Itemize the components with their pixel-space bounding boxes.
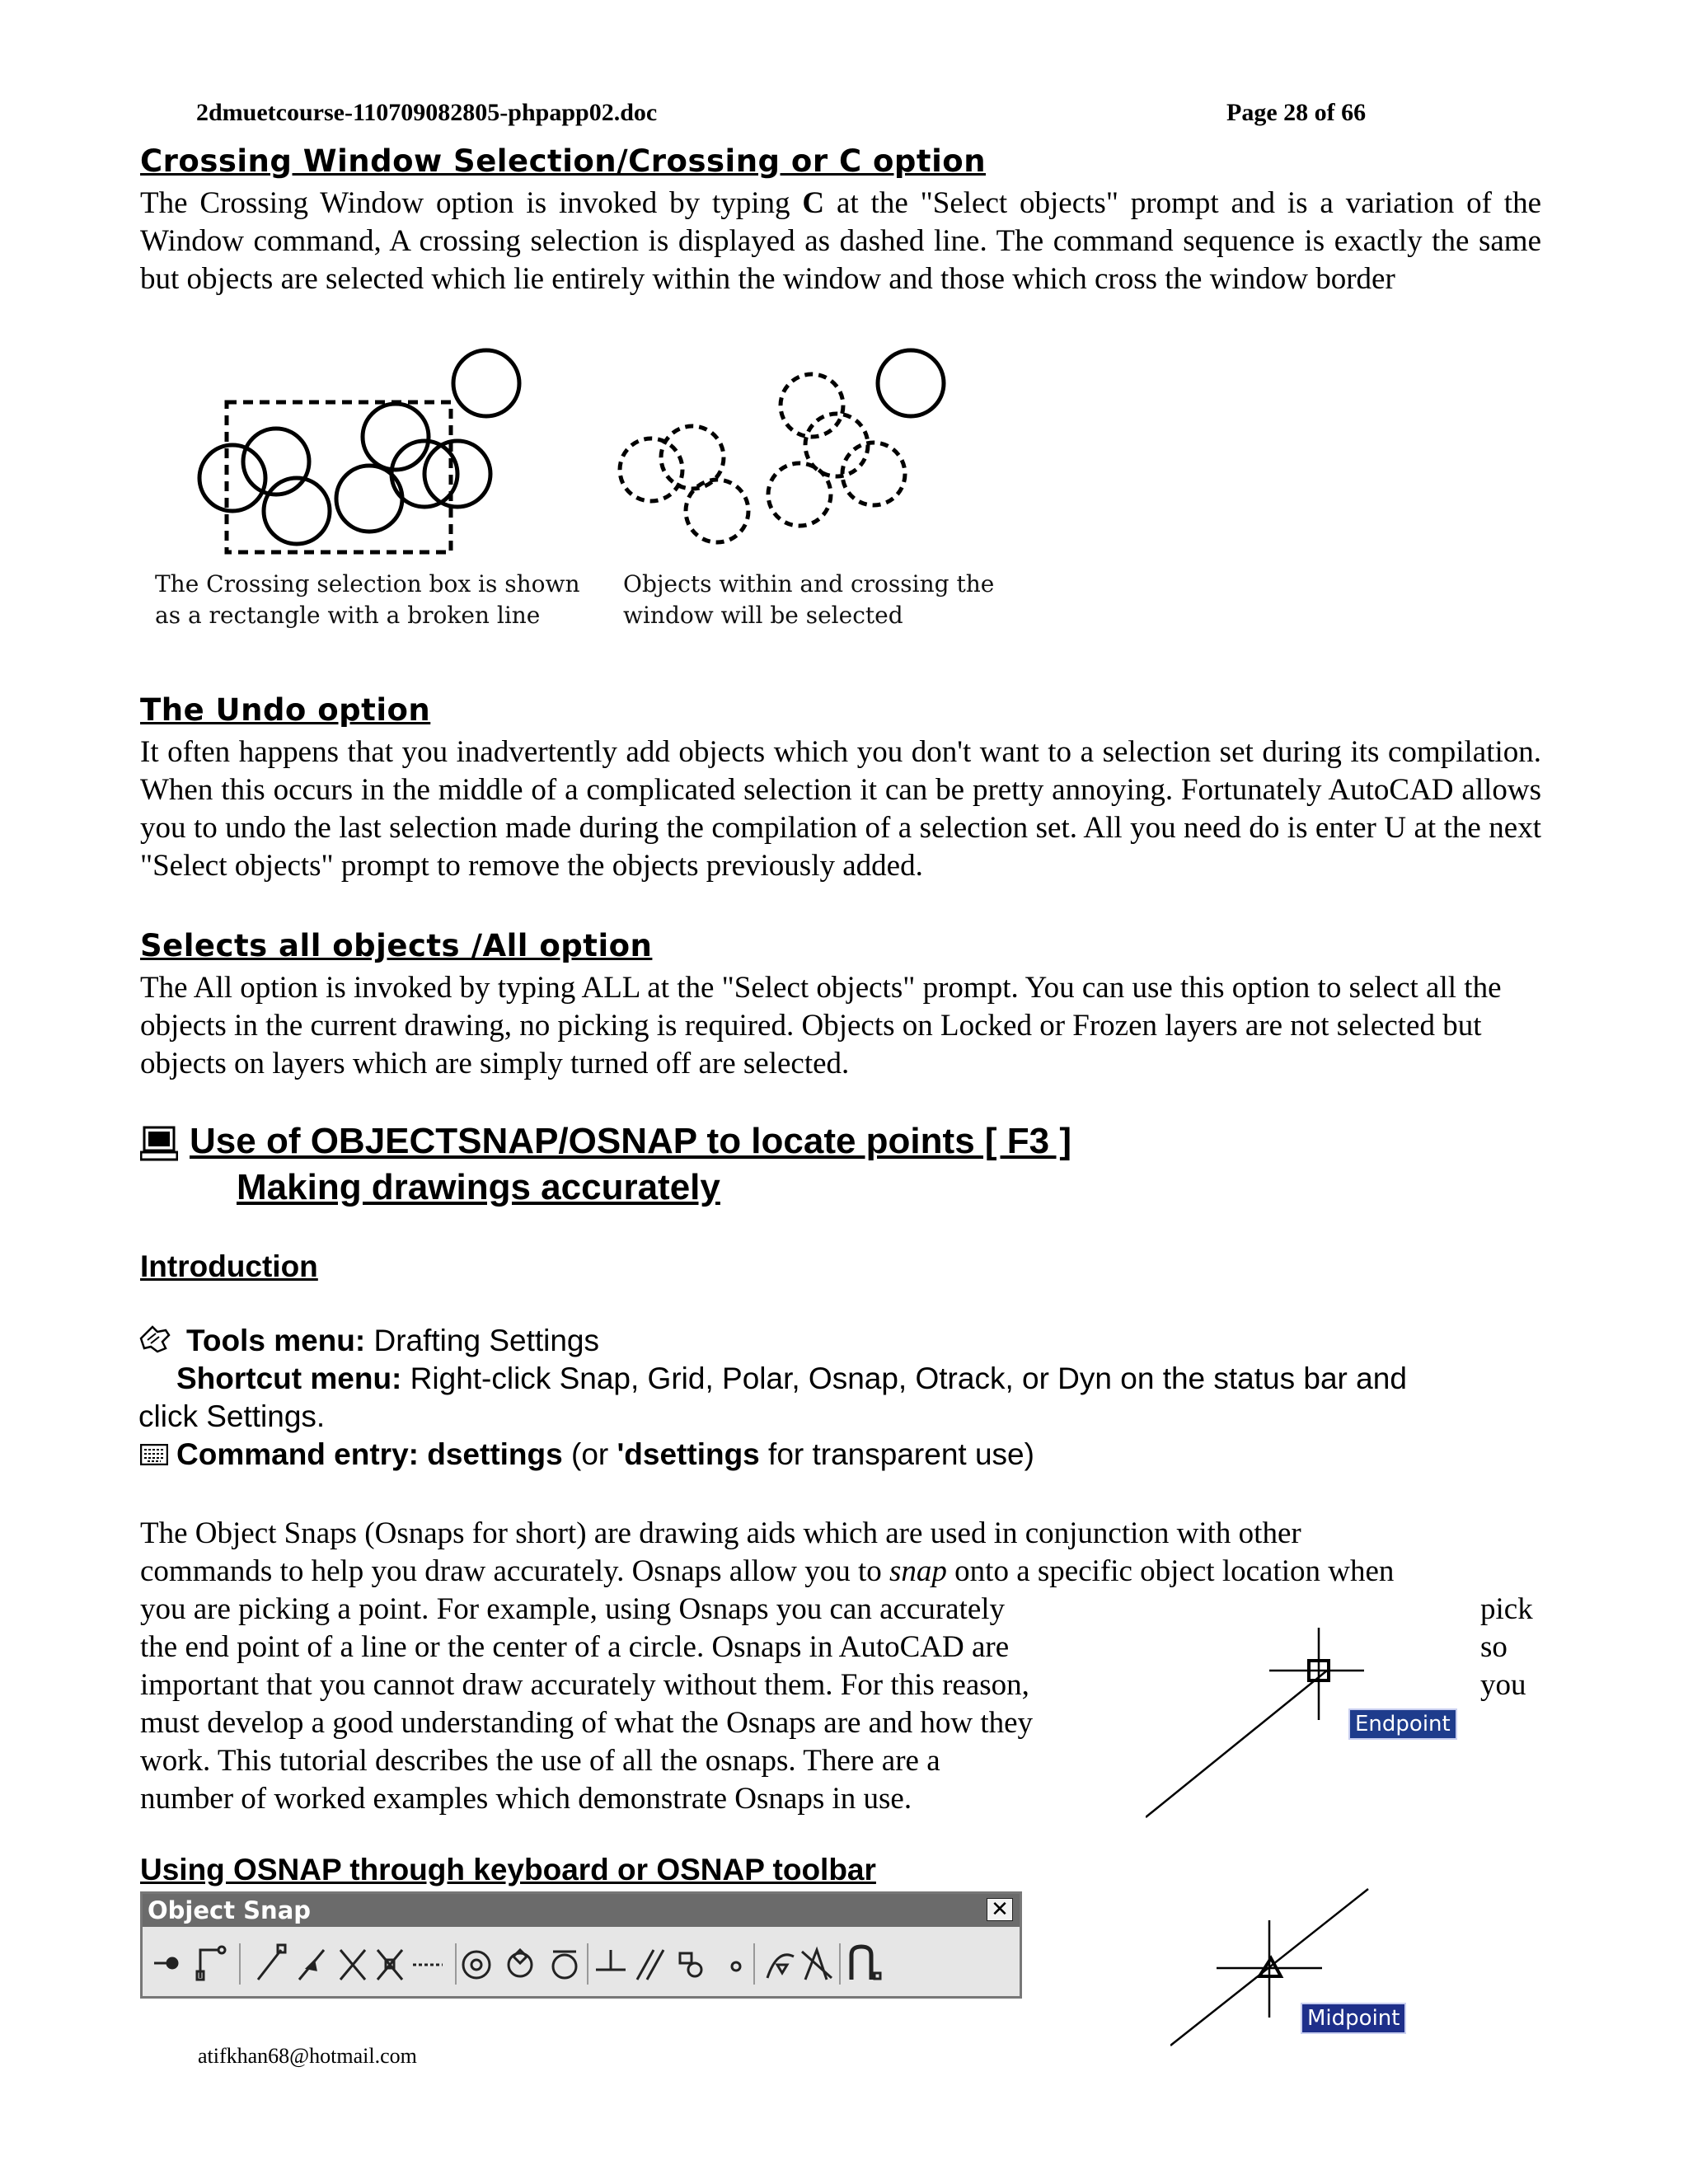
circle [453,350,519,416]
snap-to-none-icon[interactable] [802,1950,832,1980]
document-filename: 2dmuetcourse-110709082805-phpapp02.doc [196,99,658,126]
osnap-paragraph-right-words: pick so you [1480,1592,1533,1702]
shortcut-menu-line: Shortcut menu: Right-click Snap, Grid, Polar, Osnap, Otrack, or Dyn on the status bar and [176,1361,1407,1395]
osnap-settings-icon[interactable] [851,1947,880,1980]
circle [199,445,265,511]
snap-from-icon[interactable] [197,1947,225,1980]
crossing-caption-left: The Crossing selection box is shown as a rectangle with a broken line [155,570,580,629]
toolbar-title: Object Snap [148,1896,312,1924]
selected-circle [768,463,831,526]
circle [878,350,944,416]
snap-to-insert-icon[interactable] [680,1953,701,1976]
undo-paragraph: It often happens that you inadvertently add objects which you don't want to a selection set during its compilation. When this occurs in the middle of a complicated selection it can be pretty annoying. Fortunately AutoCAD allows you to undo the last selection made during the compilation of a selection set. All you need do is enter U at the next "Select objects" prompt to remove the objects previously added. [140,735,1541,883]
command-entry-line: Command entry: dsettings (or 'dsettings for transparent use) [176,1437,1034,1471]
toolbar-titlebar [143,1894,1020,1927]
temporary-tracking-point-icon[interactable] [154,1958,177,1968]
snap-to-tangent-icon[interactable] [553,1952,576,1978]
keyboard-icon [140,1444,168,1465]
page-number: Page 28 of 66 [1226,99,1367,126]
snap-to-endpoint-icon[interactable] [258,1945,285,1980]
snap-to-parallel-icon[interactable] [637,1950,663,1980]
midpoint-tooltip: Midpoint [1301,2003,1406,2034]
snap-to-apparent-intersection-icon[interactable] [377,1950,402,1980]
crossing-caption-right: Objects within and crossing the window will be selected [623,570,995,629]
crossing-paragraph: The Crossing Window option is invoked by typing C at the "Select objects" prompt and is a variation of the Window command, A crossing selection is displayed as dashed line. The command sequence is exactly the same but objects are selected which lie entirely within the window and those which cross the window border [140,186,1541,296]
computer-icon [140,1126,178,1162]
osnap-paragraph-wrapped: you are picking a point. For example, using Osnaps you can accurately the end point of a line or the center of a circle. Osnaps in AutoCAD are important that you cannot draw accurately without them. For this reason, must develop a good understanding of what the Osnaps are and how they work. This tutorial describes the use of all the osnaps. There are a number of worked examples which demonstrate Osnaps in use. [140,1592,1034,1816]
introduction-heading: Introduction [140,1249,318,1283]
endpoint-tooltip: Endpoint [1348,1708,1457,1740]
snap-to-quadrant-icon[interactable] [509,1950,532,1976]
snap-to-perpendicular-icon[interactable] [596,1950,626,1970]
snap-to-intersection-icon[interactable] [340,1950,365,1980]
all-paragraph: The All option is invoked by typing ALL at the "Select objects" prompt. You can use this option to select all the objects in the current drawing, no picking is required. Objects on Locked or Frozen layers are not selected but objects on layers which are simply turned off are selected. [140,971,1502,1080]
toolbar-icons [143,1932,1020,1993]
selected-circle [620,438,682,501]
snap-to-midpoint-icon[interactable] [299,1950,324,1980]
shortcut-menu-continuation: click Settings. [138,1399,326,1433]
osnap-title: Use of OBJECTSNAP/OSNAP to locate points [ F3 ] [190,1121,1071,1161]
osnap-paragraph: The Object Snaps (Osnaps for short) are drawing aids which are used in conjunction with other commands to help you draw accurately. Osnaps allow you to snap onto a specific object location when [140,1516,1395,1588]
snap-to-center-icon[interactable] [463,1952,490,1978]
footer-email: atifkhan68@hotmail.com [198,2044,417,2068]
osnap-subtitle: Making drawings accurately [237,1167,720,1207]
undo-heading: The Undo option [140,692,431,728]
crossing-heading: Crossing Window Selection/Crossing or C option [140,143,987,179]
tools-menu-line: Tools menu: Drafting Settings [186,1324,600,1357]
snap-to-node-icon[interactable] [732,1962,740,1971]
all-heading: Selects all objects /All option [140,928,653,963]
crossing-window-rectangle [227,402,451,552]
snap-to-nearest-icon[interactable] [767,1955,794,1978]
keyboard-toolbar-heading: Using OSNAP through keyboard or OSNAP toolbar [140,1853,876,1886]
crossing-selection-figure [140,338,1006,560]
hand-pointer-icon [138,1324,172,1355]
object-snap-toolbar [140,1891,1022,1999]
toolbar-close-button[interactable]: ✕ [987,1898,1013,1921]
